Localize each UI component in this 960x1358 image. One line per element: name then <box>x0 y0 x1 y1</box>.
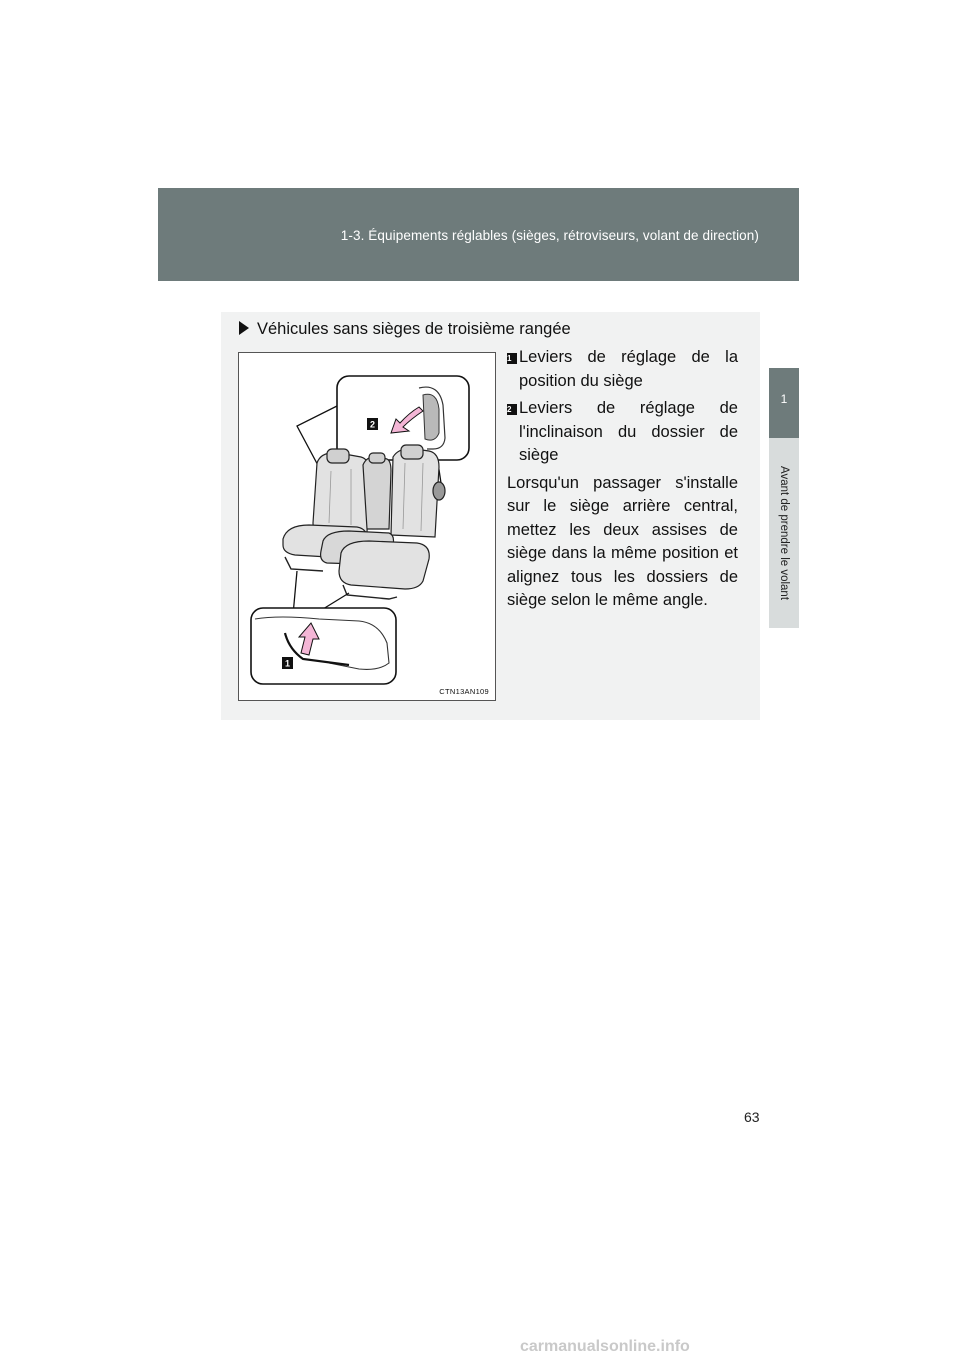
recline-lever-knob <box>433 482 445 500</box>
figure-code: CTN13AN109 <box>439 687 489 696</box>
item-badge: 1 <box>507 353 517 364</box>
header-bar <box>158 188 799 281</box>
item-text: Leviers de réglage de l'inclinaison du dossier de siège <box>519 399 738 464</box>
body-paragraph: Lorsqu'un passager s'installe sur le siège arrière central, mettez les deux assises de siège dans la même position et alignez tous les dossiers de siège selon le même angle. <box>507 473 738 609</box>
chapter-number: 1 <box>780 392 788 406</box>
list-item <box>507 397 738 468</box>
seat-illustration <box>238 352 496 701</box>
text-column <box>507 346 738 613</box>
triangle-bullet-icon <box>239 321 249 335</box>
item-badge: 2 <box>507 404 517 415</box>
chapter-label: Avant de prendre le volant <box>778 465 790 601</box>
right-backrest <box>391 449 439 537</box>
content-box <box>221 312 760 720</box>
callout-bottom-badge: 1 <box>284 658 291 669</box>
chapter-tab <box>769 368 799 438</box>
section-heading-text: Véhicules sans sièges de troisième rangée <box>257 320 571 338</box>
left-backrest <box>313 453 369 533</box>
header-title: 1-3. Équipements réglables (sièges, rétroviseurs, volant de direction) <box>340 228 759 243</box>
footer-watermark: carmanualsonline.info <box>520 1338 690 1355</box>
section-heading <box>239 320 571 339</box>
callout-top-badge: 2 <box>369 419 376 430</box>
list-item <box>507 346 738 393</box>
item-text: Leviers de réglage de la position du siège <box>519 348 738 390</box>
recline-lever-shape <box>423 394 439 440</box>
chapter-tab-label-area <box>769 438 799 628</box>
callout-pointer-bottom-right <box>323 593 349 609</box>
seat-drawing <box>239 353 495 700</box>
page-number: 63 <box>744 1109 760 1125</box>
center-backrest <box>363 457 391 529</box>
right-cushion <box>339 541 429 589</box>
